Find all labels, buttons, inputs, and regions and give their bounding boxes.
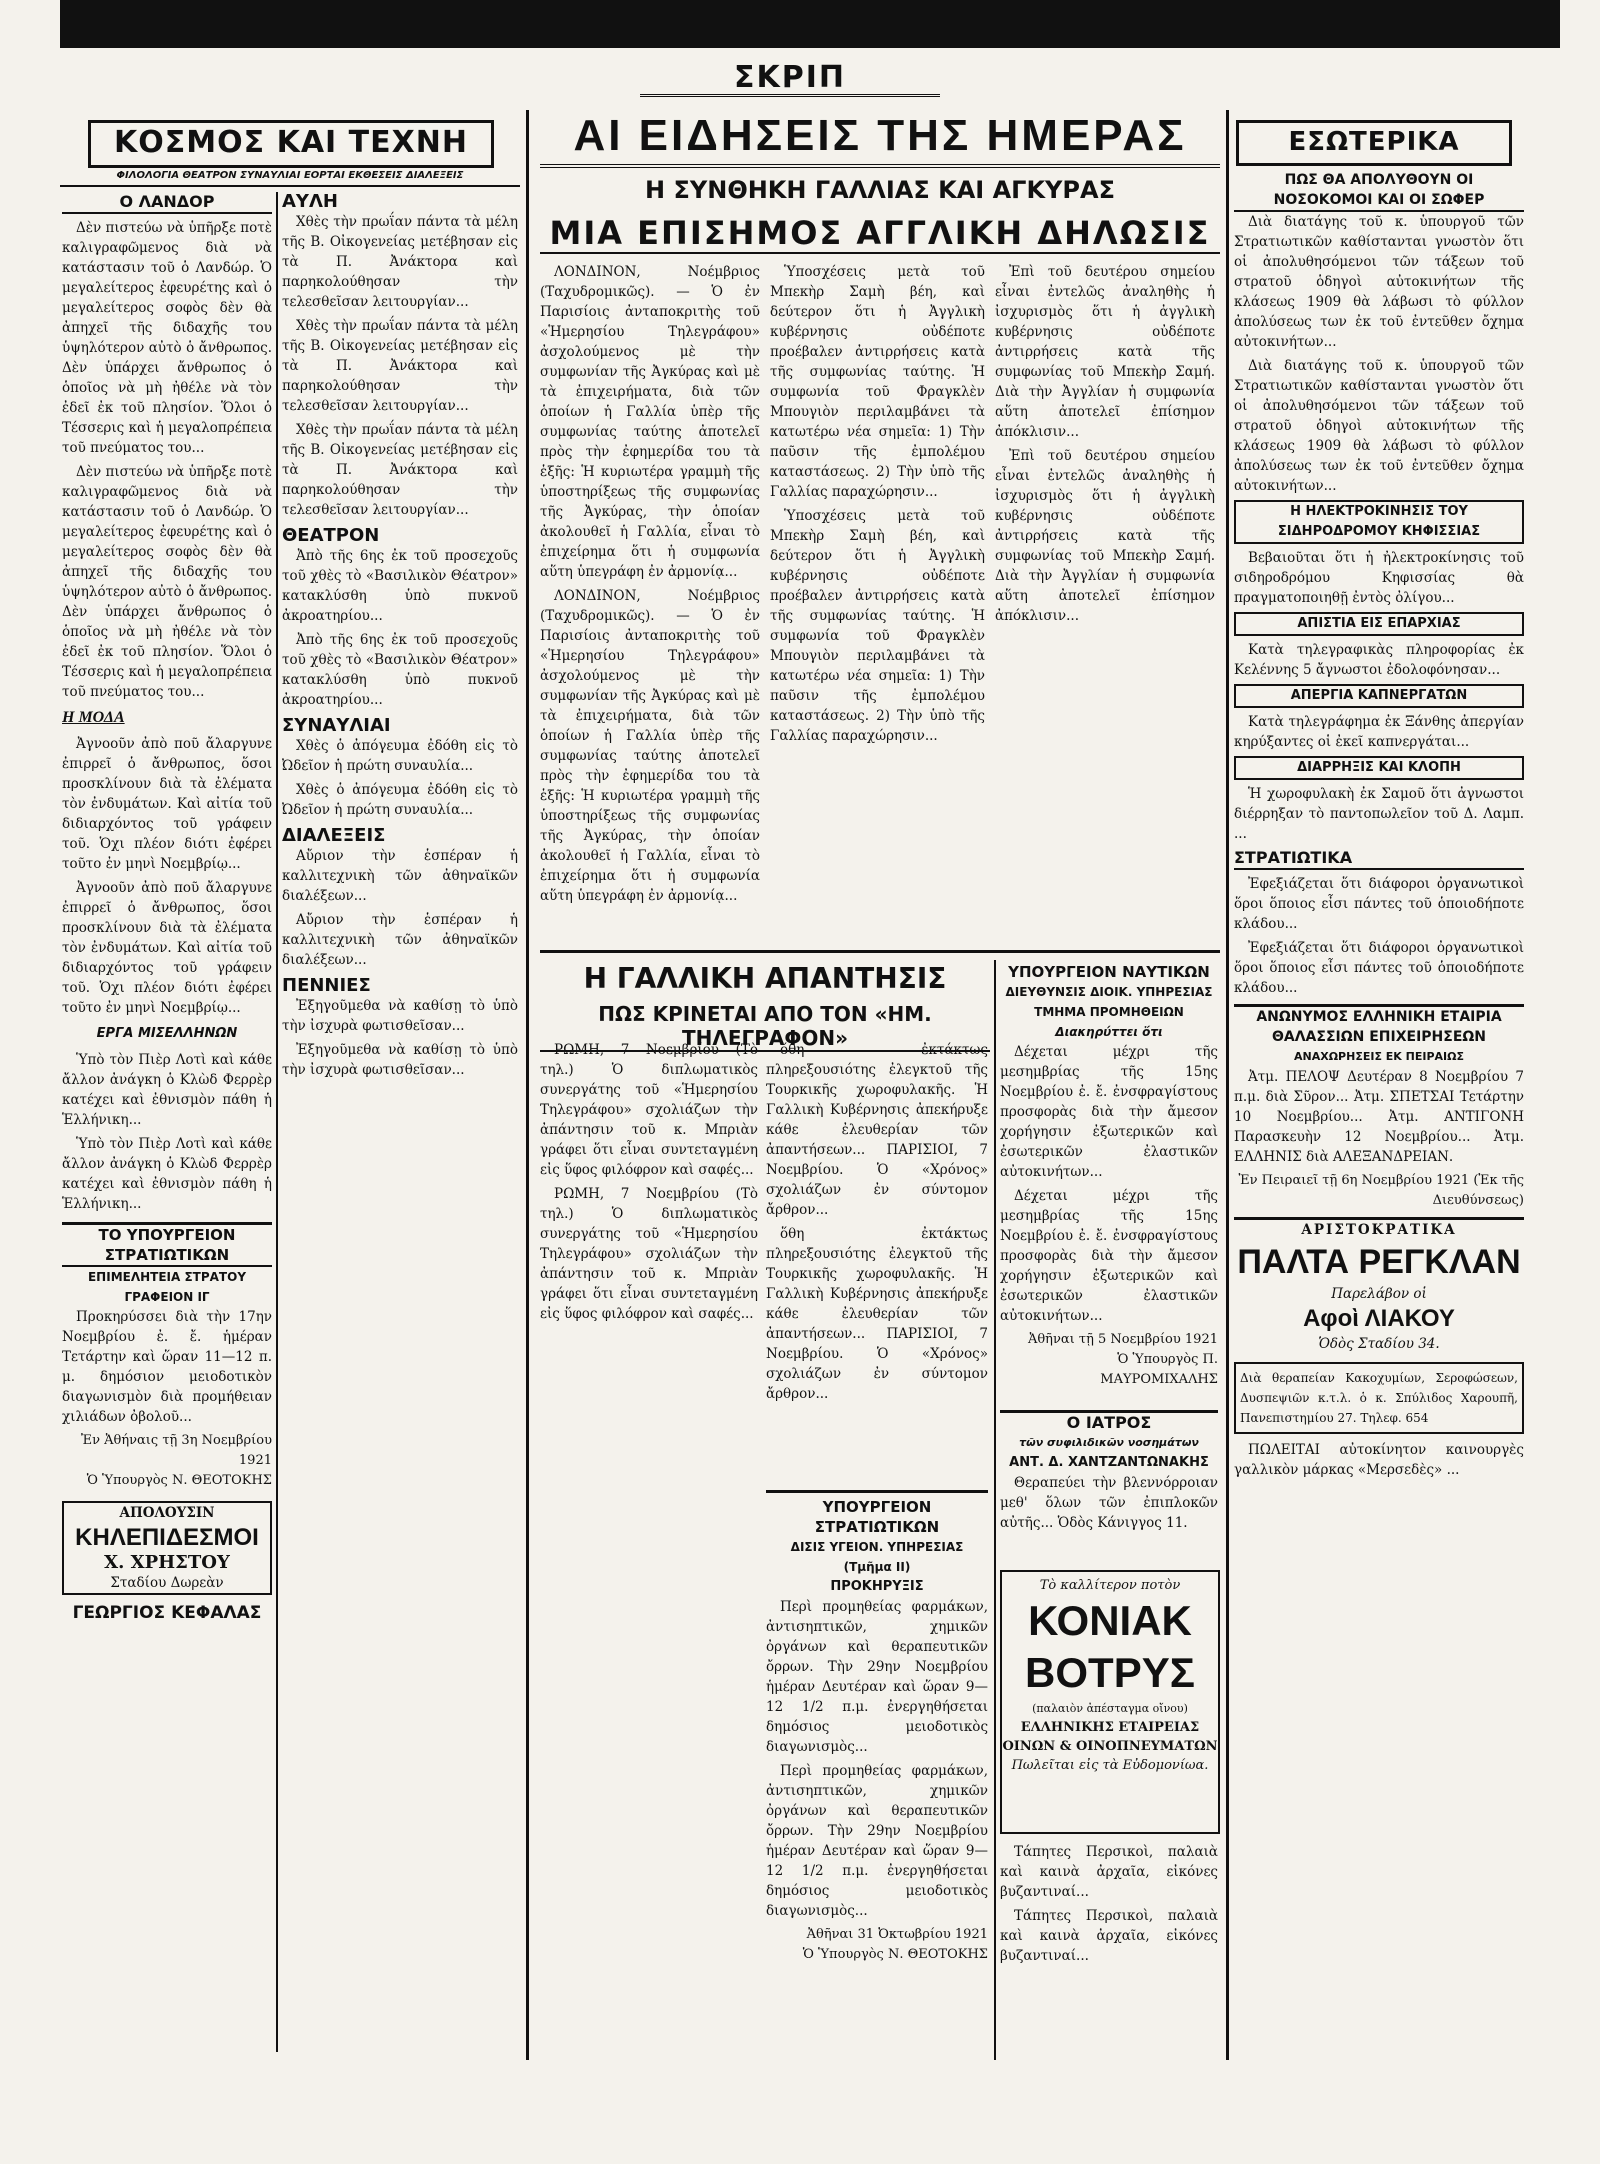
right-h1: ΠΩΣ ΘΑ ΑΠΟΛΥΘΟΥΝ ΟΙ ΝΟΣΟΚΟΜΟΙ ΚΑΙ ΟΙ ΣΩΦΕΡ (1234, 170, 1524, 212)
article-title-erga: ΕΡΓΑ ΜΙΣΕΛΛΗΝΩΝ (96, 1026, 238, 1041)
ad-line: Τὸ καλλίτερον ποτὸν (1039, 1578, 1181, 1593)
ad-line: ΑΠΟΛΟΥΣΙΝ (119, 1505, 215, 1521)
right-t4: Κατὰ τηλεγράφημα ἐκ Ξάνθης ἀπεργίαν κηρύξαντες οἱ ἐκεῖ καπνεργάται... (1234, 714, 1524, 750)
ad-line: (παλαιὸν ἀπέσταγμα οἴνου) (1032, 1702, 1188, 1715)
article-landor: Δὲν πιστεύω νὰ ὑπῆρξε ποτὲ καλιγραφῶμενος διὰ νὰ κατάστασιν τοῦ ὁ Λανδώρ. Ὁ μεγαλείτερος ἐφευρέτης καὶ ὁ μεγαλείτερος σοφὸς δὲν θὰ ἀπηχεῖ τῆς διδαχῆς του ὑψηλότερον αὐτὸ ὁ ἄνθρωπος. Δὲν ὑπάρχει ἄνθρωπος ὁ ὁποῖος νὰ μὴ ἠθέλε νὰ τὸν ἐδεῖ ἐκ τοῦ πλησίον. Ὅλοι ὁ Τέσσερις καὶ ἡ μεγαλοπρέπεια τοῦ πνεύματος του... (62, 220, 272, 456)
section-title-kosmos: ΚΟΣΜΟΣ ΚΑΙ ΤΕΧΝΗ (88, 120, 494, 168)
section-title-esoterika: ΕΣΩΤΕΡΙΚΑ (1236, 120, 1512, 166)
article-dialexeis: Αὔριον τὴν ἑσπέραν ἡ καλλιτεχνικὴ τῶν ἀθηναϊκῶν διαλέξεων... (282, 848, 518, 904)
ship-sub2: ΑΝΑΧΩΡΗΣΕΙΣ ΕΚ ΠΕΙΡΑΙΩΣ (1293, 1050, 1464, 1063)
right-h5: ΔΙΑΡΡΗΞΙΣ ΚΑΙ ΚΛΟΠΗ (1234, 756, 1524, 780)
naval-date: Ἀθῆναι τῇ 5 Νοεμβρίου 1921 (1027, 1332, 1218, 1347)
ship-title: ΑΝΩΝΥΜΟΣ ΕΛΛΗΝΙΚΗ ΕΤΑΙΡΙΑ (1256, 1009, 1502, 1025)
article-erga-cont: Ὑπὸ τὸν Πιὲρ Λοτὶ καὶ κάθε ἄλλον ἀνάγκη ὁ Κλὼδ Φερρὲρ κατέχει καὶ ἐθνισμὸν πάθη ἡ Ἑλλήνικη... (62, 1136, 272, 1212)
article-erga: Ὑπὸ τὸν Πιὲρ Λοτὶ καὶ κάθε ἄλλον ἀνάγκη ὁ Κλὼδ Φερρὲρ κατέχει καὶ ἐθνισμὸν πάθη ἡ Ἑλλήνικη... (62, 1052, 272, 1128)
ad-line: Πωλεῖται εἰς τὰ Εὐδομονίωα. (1011, 1758, 1209, 1773)
ship-sub: ΘΑΛΑΣΣΙΩΝ ΕΠΙΧΕΙΡΗΣΕΩΝ (1271, 1029, 1486, 1045)
banner-headline: ΑΙ ΕΙΔΗΣΕΙΣ ΤΗΣ ΗΜΕΡΑΣ (540, 108, 1220, 168)
ad-line: ΚΗΛΕΠΙΔΕΣΜΟΙ (75, 1524, 259, 1551)
article-theatron: Ἀπὸ τῆς 6ης ἐκ τοῦ προσεχοῦς τοῦ χθὲς τὸ «Βασιλικὸν Θέατρον» κατακλύσθη ὑπὸ πυκνοῦ ἀκροατηρίου... (282, 548, 518, 624)
ad-line: ΑΡΙΣΤΟΚΡΑΤΙΚΑ (1301, 1222, 1457, 1238)
notice-subtitle-ministry: ΕΠΙΜΕΛΗΤΕΙΑ ΣΤΡΑΤΟΥ ΓΡΑΦΕΙΟΝ ΙΓ (87, 1270, 247, 1304)
ministry2-title: ΥΠΟΥΡΓΕΙΟΝ ΣΤΡΑΤΙΩΤΙΚΩΝ (814, 1498, 940, 1536)
article-pennies: Ἐξηγοῦμεθα νὰ καθίσῃ τὸ ὑπὸ τὴν ἰσχυρὰ φωτισθεῖσαν... (282, 998, 518, 1034)
article-avli-cont: Χθὲς τὴν πρωΐαν πάντα τὰ μέλη τῆς Β. Οἰκογενείας μετέβησαν εἰς τὰ Π. Ἀνάκτορα καὶ παρηκολούθησαν τὴν τελεσθεῖσαν λειτουργίαν... (282, 318, 518, 414)
naval-sub3: Διακηρύττει ὅτι (1055, 1025, 1163, 1039)
main-col-2 (770, 262, 985, 942)
article-title-dialexeis: ΔΙΑΛΕΞΕΙΣ (282, 825, 386, 846)
right-h4: ΑΠΕΡΓΙΑ ΚΑΠΝΕΡΓΑΤΩΝ (1234, 684, 1524, 708)
ship-footer: Ἐν Πειραιεῖ τῇ 6η Νοεμβρίου 1921 (Ἐκ τῆς Διευθύνσεως) (1238, 1173, 1524, 1208)
naval-sub: ΔΙΕΥΘΥΝΣΙΣ ΔΙΟΙΚ. ΥΠΗΡΕΣΙΑΣ (1005, 985, 1213, 999)
naval-sub2: ΤΜΗΜΑ ΠΡΟΜΗΘΕΙΩΝ (1034, 1005, 1184, 1019)
ad-line: ΟΙΝΩΝ & ΟΙΝΟΠΝΕΥΜΑΤΩΝ (1002, 1739, 1218, 1754)
ministry2-sub: ΔΙΣΙΣ ΥΓΕΙΟΝ. ΥΠΗΡΕΣΙΑΣ (Τμῆμα ΙΙ) (790, 1540, 964, 1574)
ministry2-text: Περὶ προμηθείας φαρμάκων, ἀντισηπτικῶν, χημικῶν ὀργάνων καὶ θεραπευτικῶν ὄρρων. Τὴν 29ην Νοεμβρίου ἡμέραν Δευτέραν καὶ ὥραν 9—12 1/2 π.μ. ἐνεργηθήσεται δημόσιος μειοδοτικὸς διαγωνισμὸς... (766, 1599, 988, 1755)
notice-ministry-text: Προκηρύσσει διὰ τὴν 17ην Νοεμβρίου ἐ. ἔ. ἡμέραν Τετάρτην καὶ ὥραν 11—12 π. μ. δημόσιον μειοδοτικὸν διαγωνισμὸν διὰ προμήθειαν χιλιάδων ὀβολοῦ... (62, 1309, 272, 1425)
subheadline-galliki: ΠΩΣ ΚΡΙΝΕΤΑΙ ΑΠΟ ΤΟΝ «ΗΜ. ΤΗΛΕΓΡΑΦΟΝ» (540, 1002, 990, 1052)
doctor-name: ΑΝΤ. Δ. ΧΑΝΤΖΑΝΤΩΝΑΚΗΣ (1009, 1455, 1209, 1470)
article-pennies-cont: Ἐξηγοῦμεθα νὰ καθίσῃ τὸ ὑπὸ τὴν ἰσχυρὰ φωτισθεῖσαν... (282, 1042, 518, 1078)
ad-line: Παρελάβον οἱ (1331, 1286, 1427, 1302)
french-col-1 (540, 1040, 758, 1840)
naval-title: ΥΠΟΥΡΓΕΙΟΝ ΝΑΥΤΙΚΩΝ (1008, 963, 1210, 981)
article-title-landor: Ο ΛΑΝΔΟΡ (62, 192, 272, 214)
masthead: ΣΚΡΙΠ (640, 60, 940, 97)
article-dialexeis-cont: Αὔριον τὴν ἑσπέραν ἡ καλλιτεχνικὴ τῶν ἀθηναϊκῶν διαλέξεων... (282, 912, 518, 968)
column-divider (994, 960, 996, 2060)
article-title-pennies: ΠΕΝΝΙΕΣ (282, 975, 371, 996)
ministry2-sub2: ΠΡΟΚΗΡΥΞΙΣ (830, 1579, 924, 1594)
right-h3: ΑΠΙΣΤΙΑ ΕΙΣ ΕΠΑΡΧΙΑΣ (1234, 612, 1524, 636)
right-t1-cont: Διὰ διατάγης τοῦ κ. ὑπουργοῦ τῶν Στρατιωτικῶν καθίστανται γνωστὸν ὅτι οἱ ἀπολυθησόμενοι τῶν τάξεων τοῦ στρατοῦ ὁδηγοὶ αὐτοκινήτων τῆς κλάσεως 1909 θὰ λάβωσι τὸ φύλλον ἀπολύσεως των ἐκ τοῦ ἐντεῦθεν ὄχημα αὐτοκινήτων... (1234, 358, 1524, 494)
column-right (1234, 170, 1524, 2050)
doctor-title: Ο ΙΑΤΡΟΣ (1066, 1413, 1152, 1432)
article-landor-cont: Δὲν πιστεύω νὰ ὑπῆρξε ποτὲ καλιγραφῶμενος διὰ νὰ κατάστασιν τοῦ ὁ Λανδώρ. Ὁ μεγαλείτερος ἐφευρέτης καὶ ὁ μεγαλείτερος σοφὸς δὲν θὰ ἀπηχεῖ τῆς διδαχῆς του ὑψηλότερον αὐτὸ ὁ ἄνθρωπος. Δὲν ὑπάρχει ἄνθρωπος ὁ ὁποῖος νὰ μὴ ἠθέλε νὰ τὸν ἐδεῖ ἐκ τοῦ πλησίον. Ὅλοι ὁ Τέσσερις καὶ ἡ μεγαλοπρέπεια τοῦ πνεύματος του... (62, 464, 272, 700)
ad-line: Χ. ΧΡΗΣΤΟΥ (104, 1552, 230, 1573)
main-col-3-text-cont: Ἐπὶ τοῦ δευτέρου σημείου εἶναι ἐντελῶς ἀναληθὴς ἡ ἰσχυρισμὸς ὅτι ἡ ἀγγλικὴ κυβέρνησις οὐδέποτε ἀντιρρήσεις κατὰ τῆς συμφωνίας τοῦ Μπεκὴρ Σαμή. Διὰ τὴν Ἀγγλίαν ἡ συμφωνία αὕτη ἀποτελεῖ ἐπίσημον ἀπόκλισιν... (995, 448, 1215, 624)
naval-text-cont: Δέχεται μέχρι τῆς μεσημβρίας τῆς 15ης Νοεμβρίου ἐ. ἔ. ἐνσφραγίστους προσφορὰς διὰ τὴν ἄμεσον χορήγησιν ἐξωτερικῶν καὶ ἐσωτερικῶν ἐλαστικῶν αὐτοκινήτων... (1000, 1188, 1218, 1324)
main-col-1-text: ΛΟΝΔΙΝΟΝ, Νοέμβριος (Ταχυδρομικῶς). — Ὁ ἐν Παρισίοις ἀνταποκριτὴς τοῦ «Ἡμερησίου Τηλεγράφου» ἀσχολούμενος μὲ τὴν συμφωνίαν τῆς Ἀγκύρας καὶ μὲ τὰ ἐπιχειρήματα, διὰ τῶν ὁποίων ἡ Γαλλία ὑπὲρ τῆς συμφωνίας ταύτης ἀποτελεῖ πρὸς τὴν ἐφημερίδα του τὰ ἑξῆς: Ἡ κυριωτέρα γραμμὴ τῆς ὑποστηρίξεως τῆς συμφωνίας τῆς Ἀγκύρας, τὴν ὁποίαν ἀκολουθεῖ ἡ Γαλλία, εἶναι τὸ ἐπιχείρημα ὅτι ἡ συμφωνία αὕτη ὑπεγράφη ἐν ἀρμονίᾳ... (540, 264, 760, 580)
right-t5: Ἡ χωροφυλακὴ ἐκ Σαμοῦ ὅτι ἀγνωστοι διέρρηξαν τὸ παντοπωλεῖον τοῦ Δ. Λαμπ. ... (1234, 786, 1524, 842)
right-t1: Διὰ διατάγης τοῦ κ. ὑπουργοῦ τῶν Στρατιωτικῶν καθίστανται γνωστὸν ὅτι οἱ ἀπολυθησόμενοι τῶν τάξεων τοῦ στρατοῦ ὁδηγοὶ αὐτοκινήτων τῆς κλάσεως 1909 θὰ λάβωσι τὸ φύλλον ἀπολύσεως των ἐκ τοῦ ἐντεῦθεν ὄχημα αὐτοκινήτων... (1234, 214, 1524, 350)
column-divider (1226, 110, 1229, 2060)
notice-ministry-date: Ἐν Ἀθήναις τῇ 3η Νοεμβρίου 1921 (81, 1433, 272, 1468)
article-theatron-cont: Ἀπὸ τῆς 6ης ἐκ τοῦ προσεχοῦς τοῦ χθὲς τὸ «Βασιλικὸν Θέατρον» κατακλύσθη ὑπὸ πυκνοῦ ἀκροατηρίου... (282, 632, 518, 708)
article-moda: Ἀγνοοῦν ἀπὸ ποῦ ἄλαργυνε ἐπιρρεῖ ὁ ἄνθρωπος, ὅσοι προσκλίνουν διὰ τὰ ἐλέματα τὸν ἐνδυμάτων. Καὶ αἰτία τοῦ διδιαρχόντος τοῦ γράφειν τοῦ. Ὁχι πλέον διότι ἐφέρει τοῦτο ἐν μηνὶ Νοεμβρίῳ... (62, 736, 272, 872)
tapitas-text-cont: Τάπητες Περσικοὶ, παλαιὰ καὶ καινὰ ἀρχαῖα, εἰκόνες βυζαντιναί... (1000, 1908, 1218, 1964)
ad-line: ΒΟΤΡΥΣ (1025, 1649, 1195, 1696)
column-divider (526, 110, 529, 2060)
tapitas-text: Τάπητες Περσικοὶ, παλαιὰ καὶ καινὰ ἀρχαῖα, εἰκόνες βυζαντιναί... (1000, 1844, 1218, 1900)
naval-text: Δέχεται μέχρι τῆς μεσημβρίας τῆς 15ης Νοεμβρίου ἐ. ἔ. ἐνσφραγίστους προσφορὰς διὰ τὴν ἄμεσον χορήγησιν ἐξωτερικῶν καὶ ἐσωτερικῶν ἐλαστικῶν αὐτοκινήτων... (1000, 1044, 1218, 1180)
article-synavliai: Χθὲς ὁ ἀπόγευμα ἐδόθη εἰς τὸ Ὠδεῖον ἡ πρώτη συναυλία... (282, 738, 518, 774)
ad-line: Αφοὶ ΛΙΑΚΟΥ (1303, 1305, 1455, 1332)
notice-title-ministry: ΤΟ ΥΠΟΥΡΓΕΙΟΝ ΣΤΡΑΤΙΩΤΙΚΩΝ (62, 1222, 272, 1267)
column-left (62, 192, 272, 2052)
right-h2: Η ΗΛΕΚΤΡΟΚΙΝΗΣΙΣ ΤΟΥ ΣΙΔΗΡΟΔΡΟΜΟΥ ΚΗΦΙΣΣΙΑΣ (1234, 500, 1524, 544)
naval-signature: Ὁ Ὑπουργὸς Π. ΜΑΥΡΟΜΙΧΑΛΗΣ (1100, 1352, 1218, 1387)
ad-line: ΠΑΛΤΑ ΡΕΓΚΛΑΝ (1237, 1243, 1521, 1281)
headline-dilosis: ΜΙΑ ΕΠΙΣΗΜΟΣ ΑΓΓΛΙΚΗ ΔΗΛΩΣΙΣ (540, 214, 1220, 254)
french-col-1-text-cont: ΡΩΜΗ, 7 Νοεμβρίου (Τὸ τηλ.) Ὁ διπλωματικὸς συνεργάτης τοῦ «Ἡμερησίου Τηλεγράφου» σχολιάζων τὴν ἀπάντησιν τοῦ κ. Μπριὰν γράφει ὅτι εἶναι συντεταγμένη εἰς ὕφος φιλόφρον καὶ σαφές... (540, 1186, 758, 1322)
article-moda-cont: Ἀγνοοῦν ἀπὸ ποῦ ἄλαργυνε ἐπιρρεῖ ὁ ἄνθρωπος, ὅσοι προσκλίνουν διὰ τὰ ἐλέματα τὸν ἐνδυμάτων. Καὶ αἰτία τοῦ διδιαρχόντος τοῦ γράφειν τοῦ. Ὁχι πλέον διότι ἐφέρει τοῦτο ἐν μηνὶ Νοεμβρίῳ... (62, 880, 272, 1016)
right-h6: ΣΤΡΑΤΙΩΤΙΚΑ (1234, 848, 1524, 870)
ad-line: ΚΟΝΙΑΚ (1028, 1597, 1192, 1644)
naval-notice (1000, 962, 1218, 1402)
column-second (282, 192, 518, 2052)
doctor-ad (1000, 1410, 1218, 1563)
french-col-2-text-cont: ὅθη ἐκτάκτως πληρεξουσιότης ἐλεγκτοῦ τῆς Τουρκικῆς χωροφυλακῆς. Ἡ Γαλλικὴ Κυβέρνησις ἀπεκήρυξε κάθε ἐλευθερίαν τῶν ἀπαντήσεων... ΠΑΡΙΣΙΟΙ, 7 Νοεμβρίου. Ὁ «Χρόνος» σχολιάζων ἐν σύντομον ἄρθρον... (766, 1226, 988, 1402)
ad-palta (1234, 1217, 1524, 1354)
right-t6: Ἐφεξιάζεται ὅτι διάφοροι ὀργανωτικοὶ ὅροι ὅποιος εἶσι πάντες τοῦ ὁποιοδήποτε κλάδου... (1234, 876, 1524, 932)
right-footer: ΠΩΛΕΙΤΑΙ αὐτοκίνητον καινουργὲς γαλλικὸν μάρκας «Μερσεδὲς» ... (1234, 1442, 1524, 1478)
ad-box-kilepidesmoi (62, 1501, 272, 1595)
section-subtitle: ΦΙΛΟΛΟΓΙΑ ΘΕΑΤΡΟΝ ΣΥΝΑΥΛΙΑΙ ΕΟΡΤΑΙ ΕΚΘΕΣΕΙΣ ΔΙΑΛΕΞΕΙΣ (116, 170, 464, 181)
article-avli: Χθὲς τὴν πρωΐαν πάντα τὰ μέλη τῆς Β. Οἰκογενείας μετέβησαν εἰς τὰ Π. Ἀνάκτορα καὶ παρηκολούθησαν τὴν τελεσθεῖσαν λειτουργίαν... (282, 214, 518, 310)
ad-shipping (1234, 1004, 1524, 1211)
ad-therapy: Διὰ θεραπείαν Κακοχυμίων, Σεροφώσεων, Δυσπεψιῶν κ.τ.λ. ὁ κ. Σπύλιδος Χαρουπῆ, Πανεπιστημίου 27. Τηλεφ. 654 (1234, 1362, 1524, 1434)
ad-line: Σταδίου Δωρεὰν (110, 1575, 224, 1591)
notice-ministry-signature: Ὁ Ὑπουργὸς Ν. ΘΕΟΤΟΚΗΣ (86, 1473, 272, 1488)
french-col-1-text: ΡΩΜΗ, 7 Νοεμβρίου (Τὸ τηλ.) Ὁ διπλωματικὸς συνεργάτης τοῦ «Ἡμερησίου Τηλεγράφου» σχολιάζων τὴν ἀπάντησιν τοῦ κ. Μπριὰν γράφει ὅτι εἶναι συντεταγμένη εἰς ὕφος φιλόφρον καὶ σαφές... (540, 1042, 758, 1178)
main-col-2-text-cont: Ὑποσχέσεις μετὰ τοῦ Μπεκὴρ Σαμὴ βέη, καὶ δεύτερον ὅτι ἡ Ἀγγλικὴ κυβέρνησις οὐδέποτε προέβαλεν ἀντιρρήσεις κατὰ τῆς συμφωνίας ταύτης. Ἡ συμφωνία τοῦ Φραγκλὲν Μπουγιὸν περιλαμβάνει τὰ κατωτέρω νέα σημεῖα: 1) Τὴν παῦσιν τῆς ἐμπολέμου καταστάσεως. 2) Τὴν ὑπὸ τῆς Γαλλίας παραχώρησιν... (770, 508, 985, 744)
column-divider (276, 192, 278, 2052)
ad-line: Ὁδὸς Σταδίου 34. (1318, 1336, 1440, 1352)
ad-tapitas (1000, 1842, 1218, 2042)
article-title-theatron: ΘΕΑΤΡΟΝ (282, 525, 380, 546)
ad-koniak (1000, 1570, 1220, 1834)
article-title-avli: ΑΥΛΗ (282, 192, 338, 212)
right-t2: Βεβαιοῦται ὅτι ἡ ἠλεκτροκίνησις τοῦ σιδηροδρόμου Κηφισσίας θὰ πραγματοποιηθῇ ἐντὸς ὀλίγου... (1234, 550, 1524, 606)
ad-line: ΕΛΛΗΝΙΚΗΣ ΕΤΑΙΡΕΙΑΣ (1020, 1720, 1200, 1735)
article-title-synavliai: ΣΥΝΑΥΛΙΑΙ (282, 715, 391, 736)
main-col-3 (995, 262, 1215, 942)
article-avli-cont2: Χθὲς τὴν πρωΐαν πάντα τὰ μέλη τῆς Β. Οἰκογενείας μετέβησαν εἰς τὰ Π. Ἀνάκτορα καὶ παρηκολούθησαν τὴν τελεσθεῖσαν λειτουργίαν... (282, 422, 518, 518)
main-col-3-text: Ἐπὶ τοῦ δευτέρου σημείου εἶναι ἐντελῶς ἀναληθὴς ἡ ἰσχυρισμὸς ὅτι ἡ ἀγγλικὴ κυβέρνησις οὐδέποτε ἀντιρρήσεις κατὰ τῆς συμφωνίας τοῦ Μπεκὴρ Σαμή. Διὰ τὴν Ἀγγλίαν ἡ συμφωνία αὕτη ἀποτελεῖ ἐπίσημον ἀπόκλισιν... (995, 264, 1215, 440)
divider (60, 185, 520, 187)
doctor-text: Θεραπεύει τὴν βλεννόρροιαν μεθ' ὅλων τῶν ἐπιπλοκῶν αὐτῆς... Ὁδὸς Κάνιγγος 11. (1000, 1475, 1218, 1531)
article-synavliai-cont: Χθὲς ὁ ἀπόγευμα ἐδόθη εἰς τὸ Ὠδεῖον ἡ πρώτη συναυλία... (282, 782, 518, 818)
ministry2-notice (766, 1490, 988, 2053)
divider (540, 950, 1220, 953)
article-title-moda: Η ΜΟΔΑ (62, 709, 125, 726)
main-col-1-text-cont: ΛΟΝΔΙΝΟΝ, Νοέμβριος (Ταχυδρομικῶς). — Ὁ ἐν Παρισίοις ἀνταποκριτὴς τοῦ «Ἡμερησίου Τηλεγράφου» ἀσχολούμενος μὲ τὴν συμφωνίαν τῆς Ἀγκύρας καὶ μὲ τὰ ἐπιχειρήματα, διὰ τῶν ὁποίων ἡ Γαλλία ὑπὲρ τῆς συμφωνίας ταύτης ἀποτελεῖ πρὸς τὴν ἐφημερίδα του τὰ ἑξῆς: Ἡ κυριωτέρα γραμμὴ τῆς ὑποστηρίξεως τῆς συμφωνίας τῆς Ἀγκύρας, τὴν ὁποίαν ἀκολουθεῖ ἡ Γαλλία, εἶναι τὸ ἐπιχείρημα ὅτι ἡ συμφωνία αὕτη ὑπεγράφη ἐν ἀρμονίᾳ... (540, 588, 760, 904)
right-t6-cont: Ἐφεξιάζεται ὅτι διάφοροι ὀργανωτικοὶ ὅροι ὅποιος εἶσι πάντες τοῦ ὁποιοδήποτε κλάδου... (1234, 940, 1524, 996)
headline-synthiki: Η ΣΥΝΘΗΚΗ ΓΑΛΛΙΑΣ ΚΑΙ ΑΓΚΥΡΑΣ (645, 176, 1115, 204)
ship-text: Ἀτμ. ΠΕΛΟΨ Δευτέραν 8 Νοεμβρίου 7 π.μ. διὰ Σῦρον... Ἀτμ. ΣΠΕΤΣΑΙ Τετάρτην 10 Νοεμβρίου... Ἀτμ. ΑΝΤΙΓΟΝΗ Παρασκευὴν 12 Νοεμβρίου... Ἀτμ. ΕΛΛΗΝΙΣ διὰ ΑΛΕΞΑΝΔΡΕΙΑΝ. (1234, 1069, 1524, 1165)
french-col-2 (766, 1040, 988, 1480)
ministry2-text-cont: Περὶ προμηθείας φαρμάκων, ἀντισηπτικῶν, χημικῶν ὀργάνων καὶ θεραπευτικῶν ὄρρων. Τὴν 29ην Νοεμβρίου ἡμέραν Δευτέραν καὶ ὥραν 9—12 1/2 π.μ. ἐνεργηθήσεται δημόσιος μειοδοτικὸς διαγωνισμὸς... (766, 1763, 988, 1919)
doctor-sub: τῶν συφιλιδικῶν νοσημάτων (1019, 1436, 1199, 1449)
main-col-2-text: Ὑποσχέσεις μετὰ τοῦ Μπεκὴρ Σαμὴ βέη, καὶ δεύτερον ὅτι ἡ Ἀγγλικὴ κυβέρνησις οὐδέποτε προέβαλεν ἀντιρρήσεις κατὰ τῆς συμφωνίας ταύτης. Ἡ συμφωνία τοῦ Φραγκλὲν Μπουγιὸν περιλαμβάνει τὰ κατωτέρω νέα σημεῖα: 1) Τὴν παῦσιν τῆς ἐμπολέμου καταστάσεως. 2) Τὴν ὑπὸ τῆς Γαλλίας παραχώρησιν... (770, 264, 985, 500)
right-t3: Κατὰ τηλεγραφικὰς πληροφορίας ἐκ Κελέννης 5 ἄγνωστοι ἐδολοφόνησαν... (1234, 642, 1524, 678)
main-col-1 (540, 262, 760, 942)
ad-footer: ΓΕΩΡΓΙΟΣ ΚΕΦΑΛΑΣ (72, 1603, 262, 1623)
french-col-2-text: ὅθη ἐκτάκτως πληρεξουσιότης ἐλεγκτοῦ τῆς Τουρκικῆς χωροφυλακῆς. Ἡ Γαλλικὴ Κυβέρνησις ἀπεκήρυξε κάθε ἐλευθερίαν τῶν ἀπαντήσεων... ΠΑΡΙΣΙΟΙ, 7 Νοεμβρίου. Ὁ «Χρόνος» σχολιάζων ἐν σύντομον ἄρθρον... (766, 1042, 988, 1218)
ministry2-date: Ἀθῆναι 31 Ὀκτωβρίου 1921 (806, 1927, 988, 1942)
ministry2-signature: Ὁ Ὑπουργὸς Ν. ΘΕΟΤΟΚΗΣ (802, 1947, 988, 1962)
headline-galliki: Η ΓΑΛΛΙΚΗ ΑΠΑΝΤΗΣΙΣ (583, 962, 947, 995)
top-black-band (60, 0, 1560, 48)
